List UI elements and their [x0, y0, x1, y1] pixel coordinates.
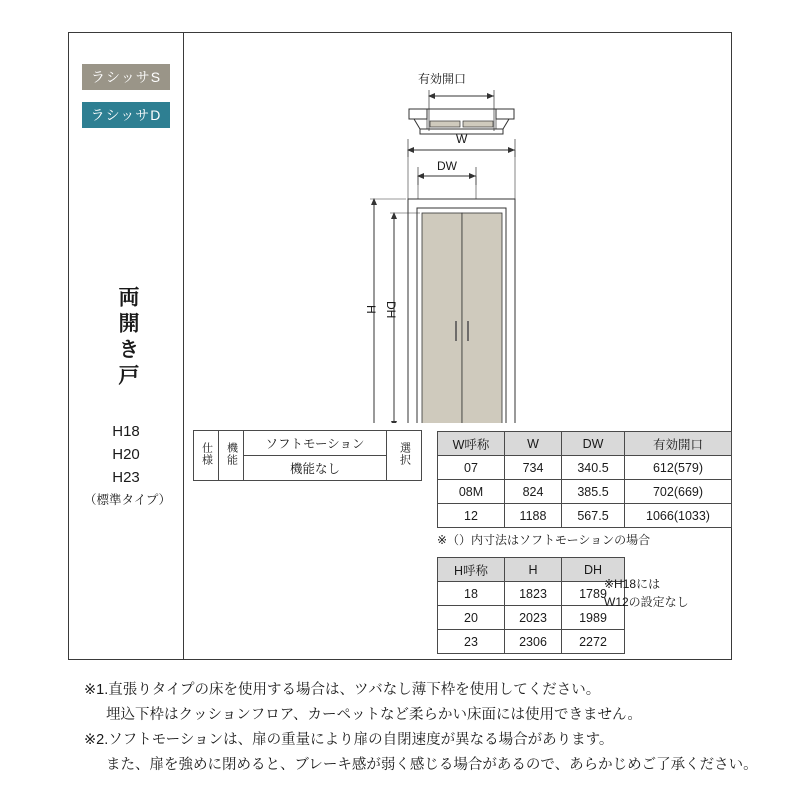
- w-cell: 734: [505, 456, 562, 480]
- h-cell: 2306: [505, 630, 562, 654]
- select-text: 選択: [398, 441, 411, 466]
- footer-note-2-line-2: また、扉を強めに閉めると、ブレーキ感が弱く感じる場合があるので、あらかじめご了承ください。: [106, 757, 758, 773]
- series-badge-lasissa-s: ラシッサS: [82, 64, 170, 90]
- footer-note-2-line-1: ※2.ソフトモーションは、扉の重量により扉の自閉速度が異なる場合があります。: [84, 732, 614, 748]
- h-side-note-line1: ※H18には: [604, 577, 661, 591]
- w-cell: 07: [438, 456, 505, 480]
- option-soft-motion[interactable]: ソフトモーション: [244, 431, 387, 456]
- w-cell: 702(669): [625, 480, 732, 504]
- door-technical-drawing: [184, 33, 732, 423]
- height-dimension-table: [437, 557, 625, 654]
- w-header-nominal: W呼称: [438, 432, 505, 456]
- height-variant-h18: H18: [112, 423, 140, 440]
- w-header-dw: DW: [562, 432, 625, 456]
- h-header-h: H: [505, 558, 562, 582]
- w-header-w: W: [505, 432, 562, 456]
- table-row: [438, 456, 732, 480]
- w-cell: 1188: [505, 504, 562, 528]
- function-label-cell: [219, 431, 244, 481]
- table-row: [438, 606, 625, 630]
- footer-note-1-line-2: 埋込下枠はクッションフロア、カーペットなど柔らかい床面には使用できません。: [106, 707, 642, 723]
- w-table-note: ※（）内寸法はソフトモーションの場合: [437, 533, 651, 547]
- table-header-row: [438, 432, 732, 456]
- w-cell: 12: [438, 504, 505, 528]
- h-cell: 1789: [562, 582, 625, 606]
- table-row: [438, 480, 732, 504]
- standard-type-label: （標準タイプ）: [84, 493, 172, 507]
- spec-label-text: 仕様: [200, 441, 213, 466]
- footer-note-1-line-1: ※1.直張りタイプの床を使用する場合は、ツバなし薄下枠を使用してください。: [84, 682, 601, 698]
- label-dh: DH: [384, 301, 398, 319]
- height-variant-h23: H23: [112, 469, 140, 486]
- label-dw: DW: [437, 159, 457, 173]
- table-row: [438, 582, 625, 606]
- h-cell: 20: [438, 606, 505, 630]
- h-table-side-note: [604, 575, 689, 611]
- spec-label-cell: [194, 431, 219, 481]
- h-header-nominal: H呼称: [438, 558, 505, 582]
- h-cell: 23: [438, 630, 505, 654]
- label-w: W: [456, 132, 468, 146]
- h-cell: 1989: [562, 606, 625, 630]
- w-header-clear-opening: 有効開口: [625, 432, 732, 456]
- w-cell: 08M: [438, 480, 505, 504]
- w-cell: 824: [505, 480, 562, 504]
- label-clear-opening: 有効開口: [418, 72, 467, 86]
- select-cell[interactable]: [387, 431, 422, 481]
- label-h: H: [364, 305, 378, 314]
- h-header-dh: DH: [562, 558, 625, 582]
- spec-row-soft-motion: [194, 431, 422, 456]
- option-no-function[interactable]: 機能なし: [244, 456, 387, 481]
- h-cell: 2023: [505, 606, 562, 630]
- w-cell: 385.5: [562, 480, 625, 504]
- function-label-text: 機能: [225, 441, 238, 466]
- table-row: [438, 504, 732, 528]
- width-dimension-table: [437, 431, 732, 528]
- height-variant-h20: H20: [112, 446, 140, 463]
- w-cell: 612(579): [625, 456, 732, 480]
- h-cell: 2272: [562, 630, 625, 654]
- h-cell: 18: [438, 582, 505, 606]
- h-cell: 1823: [505, 582, 562, 606]
- spec-function-table: [193, 430, 422, 481]
- footer-notes: [84, 678, 758, 778]
- series-badge-lasissa-d: ラシッサD: [82, 102, 170, 128]
- h-side-note-line2: W12の設定なし: [604, 595, 689, 609]
- product-title-vertical: 両開き戸: [116, 286, 139, 390]
- table-row: [438, 630, 625, 654]
- w-cell: 567.5: [562, 504, 625, 528]
- w-cell: 1066(1033): [625, 504, 732, 528]
- height-variant-list: [84, 420, 172, 512]
- table-header-row: [438, 558, 625, 582]
- w-cell: 340.5: [562, 456, 625, 480]
